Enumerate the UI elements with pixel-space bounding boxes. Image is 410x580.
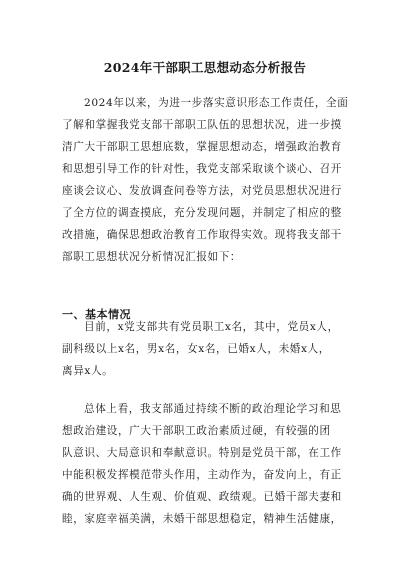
paragraph-line: 队意识、大局意识和奉献意识。特别是党员干部，在工作 [62,447,342,459]
paragraph-line: 了全方位的调查摸底，充分发现问题，并制定了相应的整 [62,207,342,219]
basic-info-paragraph [62,316,354,382]
paragraph-line: 改措施，确保思想政治教育工作取得实效。现将我支部干 [62,229,342,241]
paragraph-line: 睦，家庭幸福美满，未婚干部思想稳定，精神生活健康， [62,513,342,525]
paragraph-line: 中能积极发挥模范带头作用，主动作为，奋发向上，有正 [62,469,342,481]
intro-paragraph [62,92,354,268]
paragraph-line: 了解和掌握我党支部干部职工队伍的思想状况，进一步摸 [62,119,342,131]
paragraph-line: 座谈会议心、发放调查问卷等方法，对党员思想状况进行 [62,185,342,197]
document-title: 2024年干部职工思想动态分析报告 [103,60,307,75]
paragraph-line: 离异x人。 [62,365,114,377]
paragraph-line: 确的世界观、人生观、价值观、政绩观。已婚干部夫妻和 [62,491,342,503]
paragraph-line: 2024年以来，为进一步落实意识形态工作责任，全面 [84,97,349,109]
section-heading: 一、基本情况 [62,308,131,321]
summary-paragraph [62,398,354,530]
paragraph-line: 副科级以上x名，男x名，女x名，已婚x人，未婚x人， [62,343,330,355]
paragraph-line: 和思想引导工作的针对性，我党支部采取谈个谈心、召开 [62,163,342,175]
paragraph-line: 总体上看，我支部通过持续不断的政治理论学习和思 [84,403,342,415]
paragraph-line: 清广大干部职工思想底数，掌握思想动态，增强政治教育 [62,141,342,153]
paragraph-line: 想政治建设，广大干部职工政治素质过硬，有较强的团 [62,425,331,437]
paragraph-line: 部职工思想状况分析情况汇报如下： [62,251,242,263]
paragraph-line: 目前，x党支部共有党员职工x名，其中，党员x人， [84,321,339,333]
